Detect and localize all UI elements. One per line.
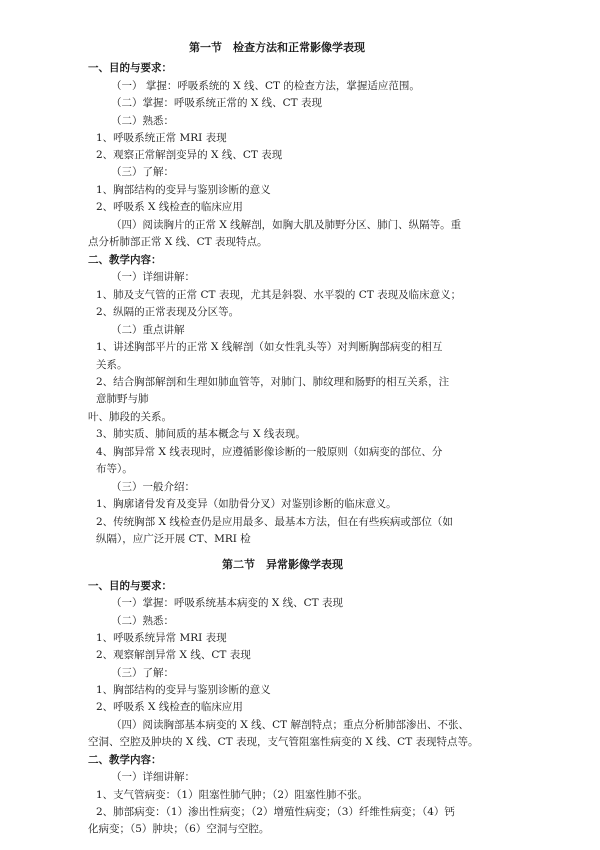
section-1-title: 第一节 检查方法和正常影像学表现: [189, 41, 365, 54]
section-1-objective-line: 1、呼吸系统正常 MRI 表现: [96, 132, 227, 144]
section-1-content-line: 叶、肺段的关系。: [88, 411, 172, 423]
section-1-content-line: 2、结合胸部解剖和生理如肺血管等，对肺门、肺纹理和肠野的相互关系，注: [96, 376, 450, 388]
section-1-heading-objectives: 一、目的与要求：: [88, 62, 172, 74]
section-2-objective-line: （一）掌握：呼吸系统基本病变的 X 线、CT 表现: [111, 597, 344, 609]
section-2-heading-content: 二、教学内容：: [88, 754, 162, 766]
section-1-content-line: 意肺野与肺: [96, 393, 149, 405]
section-1-objective-line: 1、胸部结构的变异与鉴别诊断的意义: [96, 184, 271, 196]
section-2-objective-line: 1、胸部结构的变异与鉴别诊断的意义: [96, 684, 271, 696]
section-2-content-line: 化病变；（5）肿块；（6）空洞与空腔。: [88, 823, 270, 835]
section-1-objective-line: （二）熟悉：: [111, 115, 174, 127]
section-1-content-line: 1、肺及支气管的正常 CT 表现，尤其是斜裂、水平裂的 CT 表现及临床意义；: [96, 289, 462, 301]
section-2-objective-line: 2、观察解剖异常 X 线、CT 表现: [96, 649, 251, 661]
section-1-content-line: 2、纵隔的正常表现及分区等。: [96, 306, 240, 318]
section-1-objective-line: （一） 掌握：呼吸系统的 X 线、CT 的检查方法，掌握适应范围。: [111, 80, 420, 92]
section-1-objective-line: 2、呼吸系 X 线检查的临床应用: [96, 201, 243, 213]
section-1-content-line: 纵隔），应广泛开展 CT、MRI 检: [96, 533, 251, 545]
section-2-content-line: 1、支气管病变：（1）阻塞性肺气肿；（2）阻塞性肺不张。: [96, 789, 369, 801]
section-2-objective-line: （四）阅读胸部基本病变的 X 线、CT 解剖特点；重点分析肺部渗出、不张、: [111, 719, 470, 731]
section-1-content-line: 布等）。: [96, 463, 133, 475]
section-2-title: 第二节 异常影像学表现: [222, 558, 343, 571]
section-1-heading-content: 二、教学内容：: [88, 254, 162, 266]
section-2-objective-line: 2、呼吸系 X 线检查的临床应用: [96, 701, 243, 713]
section-2-objective-line: 空洞、空腔及肿块的 X 线、CT 表现，支气管阻塞性病变的 X 线、CT 表现特点等。: [88, 736, 479, 748]
section-1-content-line: 3、肺实质、肺间质的基本概念与 X 线表现。: [96, 428, 306, 440]
section-2-objective-line: （三）了解：: [111, 667, 174, 679]
section-1-content-line: （二）重点讲解: [111, 324, 185, 336]
section-2-heading-objectives: 一、目的与要求：: [88, 580, 172, 592]
section-1-content-line: （三）一般介绍：: [111, 481, 195, 493]
section-1-content-line: 4、胸部异常 X 线表现时，应遵循影像诊断的一般原则（如病变的部位、分: [96, 446, 443, 458]
section-1-content-line: 1、讲述胸部平片的正常 X 线解剖（如女性乳头等）对判断胸部病变的相互: [96, 341, 443, 353]
section-2-objective-line: （二）熟悉：: [111, 615, 174, 627]
section-1-content-line: 关系。: [96, 359, 128, 371]
section-1-objective-line: （三）了解：: [111, 166, 174, 178]
section-1-objective-line: 点分析肺部正常 X 线、CT 表现特点。: [88, 236, 268, 248]
section-1-objective-line: 2、观察正常解剖变异的 X 线、CT 表现: [96, 149, 283, 161]
section-1-content-line: 2、传统胸部 X 线检查仍是应用最多、最基本方法，但在有些疾病或部位（如: [96, 516, 453, 528]
section-2-content-line: （一）详细讲解：: [111, 771, 195, 783]
section-1-objective-line: （二）掌握：呼吸系统正常的 X 线、CT 表现: [111, 97, 323, 109]
section-2-objective-line: 1、呼吸系统异常 MRI 表现: [96, 632, 227, 644]
section-1-content-line: 1、胸廓诸骨发育及变异（如肋骨分叉）对鉴别诊断的临床意义。: [96, 498, 397, 510]
section-2-content-line: 2、肺部病变：（1）渗出性病变；（2）增殖性病变；（3）纤维性病变；（4）钙: [96, 806, 455, 818]
section-1-objective-line: （四）阅读胸片的正常 X 线解剖，如胸大肌及肺野分区、肺门、纵隔等。重: [111, 219, 462, 231]
section-1-content-line: （一）详细讲解：: [111, 271, 195, 283]
